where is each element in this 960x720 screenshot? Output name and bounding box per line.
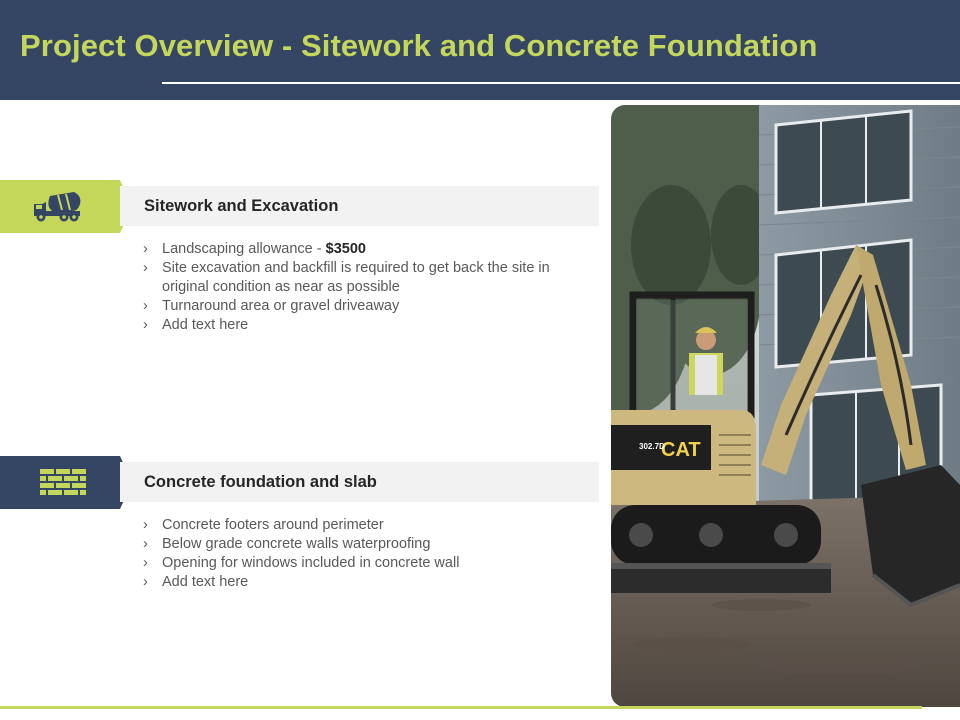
bullet-chevron-icon: ›: [143, 298, 148, 314]
section-2-bullet-list: [143, 516, 583, 592]
bullet-text: Turnaround area or gravel driveaway: [162, 298, 400, 314]
section-2-tab: [0, 456, 132, 509]
bullet-chevron-icon: ›: [143, 260, 148, 276]
bullet-text: Add text here: [162, 574, 249, 590]
list-item: [143, 240, 583, 259]
list-item: [143, 573, 583, 592]
bullet-text: Concrete footers around perimeter: [162, 517, 384, 533]
bullet-text: Below grade concrete walls waterproofing: [162, 536, 431, 552]
bullet-chevron-icon: ›: [143, 517, 148, 533]
excavator-photo: [611, 105, 960, 707]
header-banner: [0, 0, 960, 100]
list-item: [143, 297, 583, 316]
title-underline: [162, 82, 960, 84]
list-item: [143, 535, 583, 554]
section-2-heading: Concrete foundation and slab: [144, 473, 377, 491]
bullet-chevron-icon: ›: [143, 536, 148, 552]
bullet-text: Add text here: [162, 317, 249, 333]
bullet-text: Opening for windows included in concrete wall: [162, 555, 460, 571]
excavator-illustration: [611, 105, 960, 707]
list-item: [143, 554, 583, 573]
cement-mixer-truck-icon: [32, 192, 84, 222]
bullet-chevron-icon: ›: [143, 317, 148, 333]
footer-rule: [0, 706, 922, 709]
section-1-heading: Sitework and Excavation: [144, 197, 339, 215]
list-item: [143, 516, 583, 535]
section-1-bullet-list: [143, 240, 583, 335]
page-title: Project Overview - Sitework and Concrete Foundation: [20, 28, 818, 63]
bullet-bold-value: $3500: [325, 241, 366, 257]
bullet-text: Landscaping allowance -: [162, 241, 326, 257]
list-item: [143, 259, 583, 297]
bullet-text: Site excavation and backfill is required to get back the site in original condition as near as possible: [162, 260, 550, 295]
machine-brand-label: CAT: [661, 439, 701, 461]
list-item: [143, 316, 583, 335]
section-1-tab: [0, 180, 132, 233]
bullet-chevron-icon: ›: [143, 574, 148, 590]
bullet-chevron-icon: ›: [143, 241, 148, 257]
brick-wall-icon: [40, 469, 88, 497]
machine-model-label: 302.7D: [639, 442, 665, 451]
bullet-chevron-icon: ›: [143, 555, 148, 571]
